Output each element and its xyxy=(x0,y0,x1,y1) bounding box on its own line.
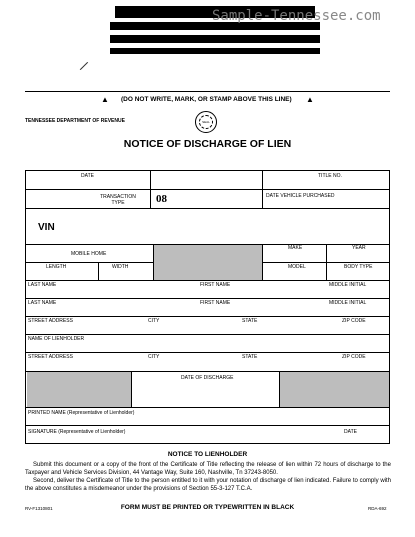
no-write-notice: (DO NOT WRITE, MARK, OR STAMP ABOVE THIS LINE) xyxy=(121,96,292,103)
body-type-label: BODY TYPE xyxy=(344,264,373,270)
make-label: MAKE xyxy=(288,245,303,251)
width-label: WIDTH xyxy=(112,264,129,270)
date-of-discharge-label: DATE OF DISCHARGE xyxy=(181,375,234,381)
lien-form-grid xyxy=(25,170,390,444)
notice-paragraph-1: Submit this document or a copy of the front of the Certificate of Title reflecting the release of lien within 72 hours of discharge to the Taxpayer and Vehicle Services Division, 44 Vantage Way, Suite 160, Nashville, Tn 37243-8050. xyxy=(25,462,391,476)
lienholder-name-label: NAME OF LIENHOLDER xyxy=(28,336,85,342)
zip-code-label-2: ZIP CODE xyxy=(342,354,366,360)
first-name-label-1: FIRST NAME xyxy=(200,282,231,288)
redaction-bar-3 xyxy=(110,35,320,43)
signature-label: SIGNATURE (Representative of Lienholder) xyxy=(28,429,126,435)
state-label-2: STATE xyxy=(242,354,258,360)
stray-mark: / xyxy=(78,58,90,74)
transaction-type-label: TRANSACTION TYPE xyxy=(100,194,136,206)
last-name-label-1: LAST NAME xyxy=(28,282,57,288)
form-title: NOTICE OF DISCHARGE OF LIEN xyxy=(123,138,292,150)
form-code-right: RDA-692 xyxy=(368,506,387,511)
watermark-text: Sample-Tennessee.com xyxy=(212,8,381,24)
year-label: YEAR xyxy=(352,245,366,251)
street-address-label-2: STREET ADDRESS xyxy=(28,354,73,360)
title-no-label: TITLE NO. xyxy=(318,173,342,179)
up-arrow-left-icon: ▲ xyxy=(101,95,109,104)
mobile-home-label: MOBILE HOME xyxy=(71,251,107,257)
notice-paragraph-2: Second, deliver the Certificate of Title to the person entitled to it with your notation of discharge of lien indicated. Failure to comply with the above constitutes a misdemeanor under the provisions of Section 55-3-127 T.C.A. xyxy=(25,478,391,492)
up-arrow-right-icon: ▲ xyxy=(306,95,314,104)
department-name: TENNESSEE DEPARTMENT OF REVENUE xyxy=(25,118,125,124)
state-label-1: STATE xyxy=(242,318,258,324)
middle-initial-label-1: MIDDLE INITIAL xyxy=(329,282,367,288)
middle-initial-label-2: MIDDLE INITIAL xyxy=(329,300,367,306)
redaction-bar-4 xyxy=(110,48,320,54)
first-name-label-2: FIRST NAME xyxy=(200,300,231,306)
notice-heading: NOTICE TO LIENHOLDER xyxy=(167,451,248,458)
model-label: MODEL xyxy=(288,264,306,270)
seal-text: SEAL xyxy=(202,120,210,124)
shaded-block-right xyxy=(280,372,389,407)
city-label-2: CITY xyxy=(148,354,160,360)
date-vehicle-purchased-label: DATE VEHICLE PURCHASED xyxy=(266,193,335,199)
city-label-1: CITY xyxy=(148,318,160,324)
top-rule xyxy=(25,91,390,92)
vin-label: VIN xyxy=(38,222,55,233)
date-label: DATE xyxy=(81,173,94,179)
printed-name-label: PRINTED NAME (Representative of Lienholder) xyxy=(28,410,135,416)
last-name-label-2: LAST NAME xyxy=(28,300,57,306)
shaded-block-vehicle xyxy=(154,245,262,280)
zip-code-label-1: ZIP CODE xyxy=(342,318,366,324)
signature-date-label: DATE xyxy=(344,429,357,435)
form-code-left: RV-F1310801 xyxy=(25,506,53,511)
print-instruction: FORM MUST BE PRINTED OR TYPEWRITTEN IN BLACK xyxy=(120,504,295,511)
shaded-block-left xyxy=(27,372,131,407)
length-label: LENGTH xyxy=(46,264,67,270)
transaction-type-value[interactable]: 08 xyxy=(156,193,167,205)
state-seal xyxy=(195,111,217,133)
street-address-label-1: STREET ADDRESS xyxy=(28,318,73,324)
